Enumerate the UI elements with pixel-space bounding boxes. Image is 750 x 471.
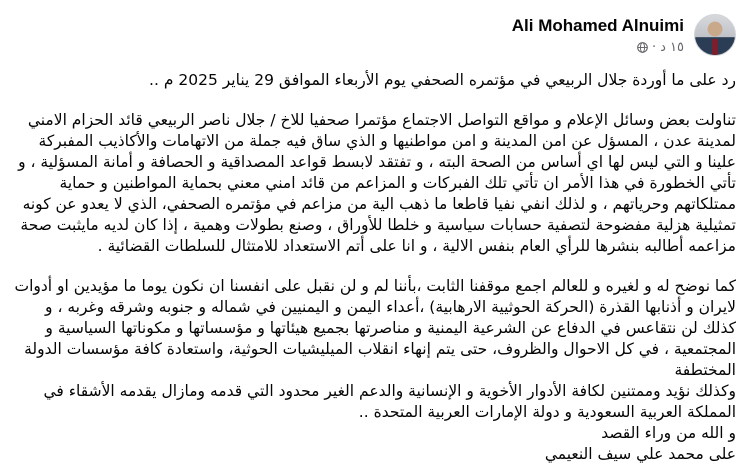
- post-signature: على محمد علي سيف النعيمي: [544, 445, 736, 463]
- post-intro-line: رد على ما أوردة جلال الربيعي في مؤتمره الصحفي يوم الأربعاء الموافق 29 يناير 2025 م ..: [149, 71, 736, 89]
- header-text: [512, 16, 684, 55]
- author-avatar[interactable]: [694, 14, 736, 56]
- post-paragraph-main: تناولت بعض وسائل الإعلام و مواقع التواصل الاجتماع مؤتمرا صحفيا للاخ / جلال ناصر الربيعي قائد الحزام الامني لمدينة عدن ، المسؤل عن امن المدينة و امن مواطنيها و الذي ساق فيه جملة من الاتهامات والأكاذيب المفبركة علينا و التي ليس لها اي أساس من الصحة البته ، و تفتقد لابسط قواعد المصداقية و الحصافة و أمانة المسؤلية ، و تأتي الخطورة في هذا الأمر ان تأتي تلك الفبركات و المزاعم من قائد امني معني بحماية المواطنين و حماية ممتلكاتهم وحرياتهم ، و لذلك انفي نفيا قاطعا ما ذهب الية من مزاعم في مؤتمره الصحفي، الذي لا يعدو عن كونه تمثيلية هزلية مفضوحة لتصفية حسابات سياسية و خلطا للأوراق ، وصنع بطولات وهمية ، إذا كان لديه مايثبت صحة مزاعمه أطالبه بنشرها للرأي العام بنفس الالية ، و انا على أتم الاستعداد للامتثال للسلطات القضائية .: [18, 111, 736, 255]
- post-time[interactable]: ١٥ د: [660, 39, 684, 55]
- post-paragraph-position: كما نوضح له و لغيره و للعالم اجمع موقفنا الثابت ،بأننا لم و لن نقبل على انفسنا ان نكون يوما ما مؤيدين او أدوات لايران و أذنابها القذرة (الحركة الحوثيية الارهابية) ،أعداء اليمن و اليمنيين في شماله و جنوبه وشرقه وغربه ، و كذلك لن نتقاعس في الدفاع عن الشرعية اليمنية و مناصرتها بجميع هيئاتها و مؤسساتها و مكوناتها السياسية و المجتمعية ، في كل الاحوال والظروف، حتى يتم إنهاء انقلاب الميليشيات الحوثية، واستعادة كافة مؤسسات الدولة المختطفة: [14, 277, 736, 379]
- post-paragraph-thanks: وكذلك نؤيد وممتنين لكافة الأدوار الأخوية و الإنسانية والدعم الغير محدود التي قدمه ومازال يقدمه الأشقاء في المملكة العربية السعودية و دولة الإمارات العربية المتحدة ..: [43, 382, 736, 421]
- author-name[interactable]: Ali Mohamed Alnuimi: [511, 15, 684, 35]
- post-closing-line: و الله من وراء القصد: [601, 424, 736, 442]
- paragraph-gap: [12, 257, 736, 276]
- post-meta: [637, 40, 684, 55]
- meta-separator: ·: [651, 39, 657, 55]
- globe-icon[interactable]: [637, 42, 648, 53]
- post-content: [12, 70, 736, 465]
- avatar-tie-graphic: [712, 39, 718, 55]
- paragraph-gap: [12, 91, 736, 110]
- post-header: [512, 10, 736, 60]
